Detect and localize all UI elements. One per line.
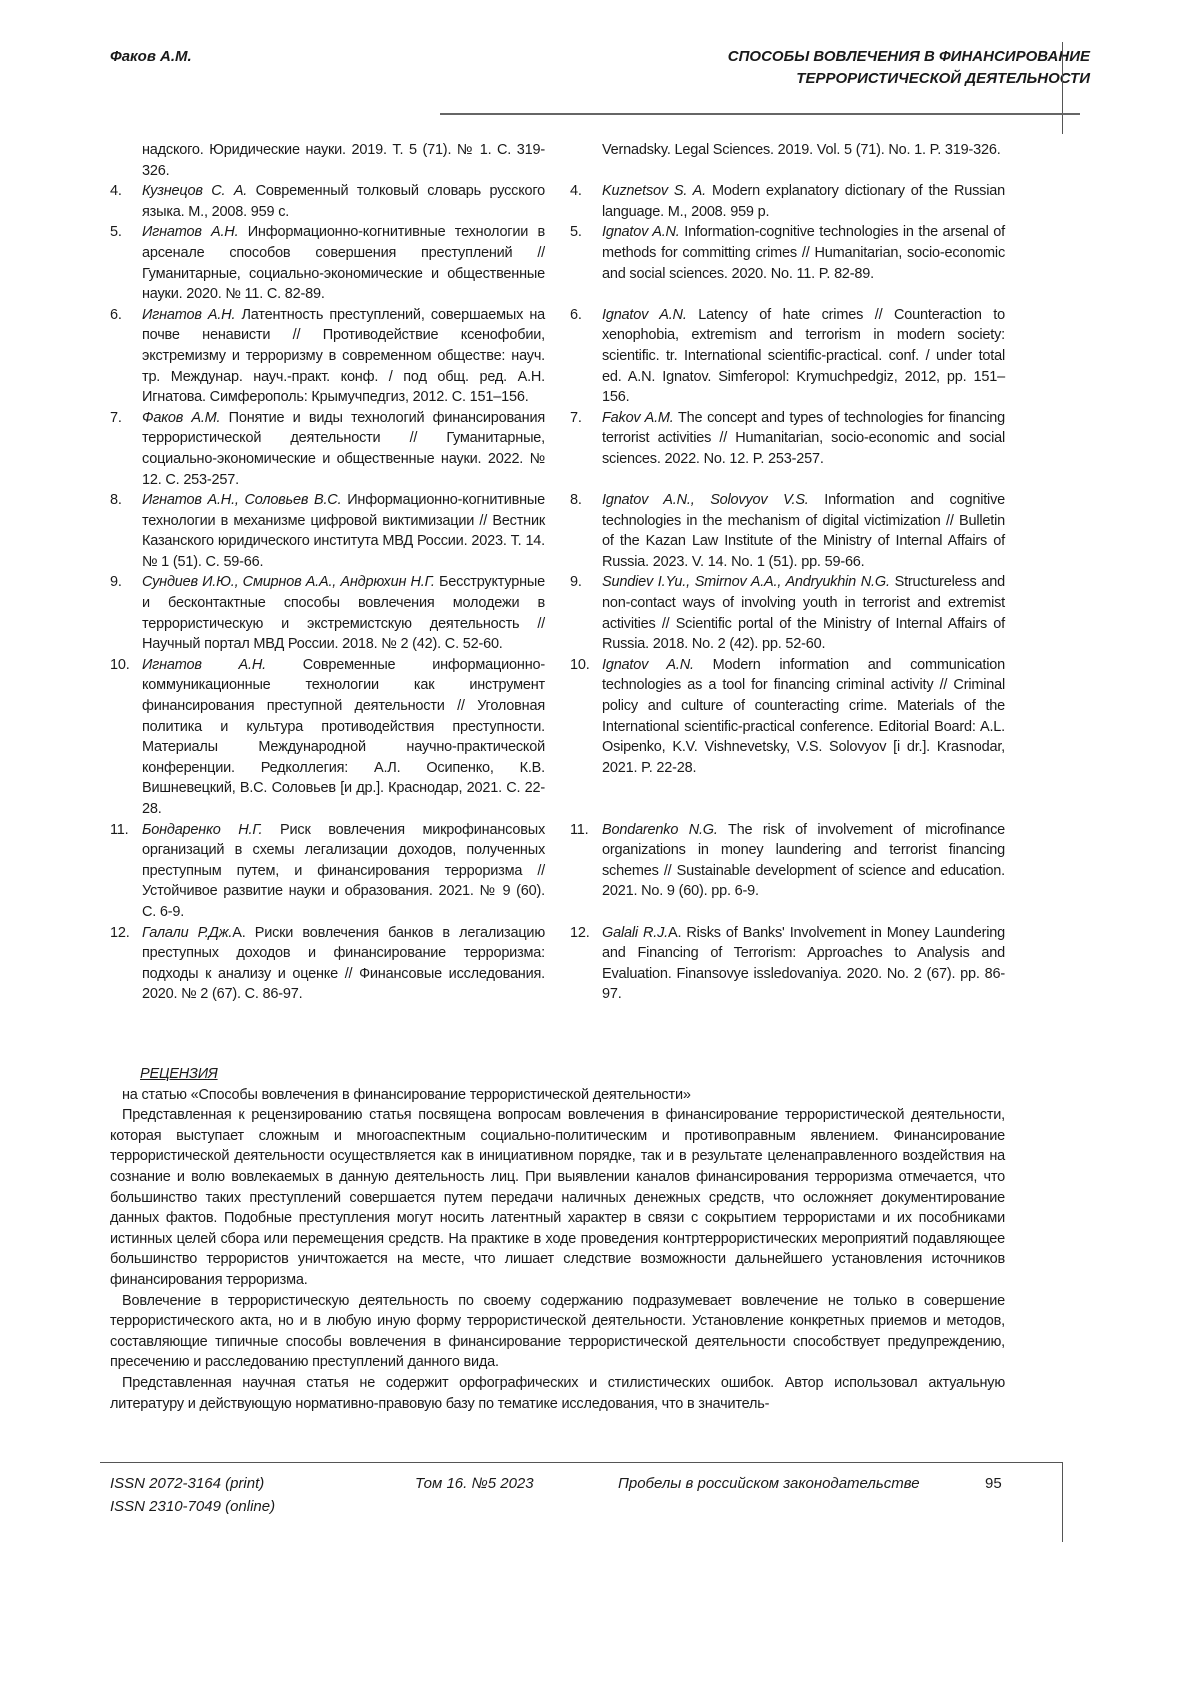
reference-item-en (570, 408, 1005, 490)
reference-text (142, 490, 545, 572)
reference-item-ru (110, 222, 545, 304)
reference-title: Бесструктурные и бесконтактные способы вовлечения молодежи в террористическую и экстремистскую деятельность // Научный портал МВД России. 2018. № 2 (42). С. 52-60. (142, 574, 545, 652)
running-header-title-line1: СПОСОБЫ ВОВЛЕЧЕНИЯ В ФИНАНСИРОВАНИЕ (570, 46, 1090, 68)
reference-text (602, 305, 1005, 408)
reference-author: Игнатов А.Н. (142, 307, 235, 323)
reference-title: Information-cognitive technologies in the arsenal of methods for committing crimes // Humanitarian, socio-economic and social sciences. 2020. No. 11. P. 82-89. (602, 224, 1005, 281)
header-vertical-rule (1062, 42, 1063, 134)
reference-author: Игнатов А.Н., Соловьев В.С. (142, 492, 341, 508)
reference-author: Сундиев И.Ю., Смирнов А.А., Андрюхин Н.Г. (142, 574, 435, 590)
running-header-title-line2: ТЕРРОРИСТИЧЕСКОЙ ДЕЯТЕЛЬНОСТИ (570, 68, 1090, 90)
reference-item-ru (110, 923, 545, 1005)
references-list (110, 140, 1005, 1005)
reference-text (602, 820, 1005, 923)
reference-title: A. Risks of Banks' Involvement in Money Laundering and Financing of Terrorism: Approaches to Analysis and Evaluation. Finansovye issledovaniya. 2020. No. 2 (67). pp. 86-97. (602, 925, 1005, 1003)
reference-title: The risk of involvement of microfinance organizations in money laundering and terrorist financing schemes // Sustainable development of science and education. 2021. No. 9 (60). pp. 6-9. (602, 822, 1005, 900)
reference-number: 10. (570, 655, 602, 820)
reference-item-en (570, 222, 1005, 304)
issn-online: ISSN 2310-7049 (online) (110, 1495, 275, 1518)
reference-title: Structureless and non-contact ways of involving youth in terrorist and extremist activities // Scientific portal of the Ministry of Internal Affairs of Russia. 2018. No. 2 (42). pp. 52-60. (602, 574, 1005, 652)
reference-text (142, 820, 545, 923)
footer-journal: Пробелы в российском законодательстве (618, 1472, 920, 1495)
reference-title: Современные информационно-коммуникационные технологии как инструмент финансирования преступной деятельности // Уголовная политика и культура противодействия преступности. Материалы Международной научно-практической конференции. Редколлегия: А.Л. Осипенко, К.В. Вишневецкий, В.С. Соловьев [и др.]. Краснодар, 2021. С. 22-28. (142, 657, 545, 817)
reference-title: Information and cognitive technologies in the mechanism of digital victimization // Bulletin of the Kazan Law Institute of the Ministry of Internal Affairs of Russia. 2023. V. 14. No. 1 (51). pp. 59-66. (602, 492, 1005, 570)
reference-text (142, 408, 545, 490)
reference-item-en (570, 490, 1005, 572)
reference-author: Бондаренко Н.Г. (142, 822, 262, 838)
reference-author: Ignatov A.N., Solovyov V.S. (602, 492, 809, 508)
reference-number: 9. (570, 572, 602, 654)
reference-item-ru (110, 655, 545, 820)
reference-number: 6. (570, 305, 602, 408)
reference-author: Кузнецов С. А. (142, 183, 247, 199)
reference-text (602, 408, 1005, 490)
reference-number: 4. (110, 181, 142, 222)
reference-title: Latency of hate crimes // Counteraction to xenophobia, extremism and terrorism in modern society: scientific. tr. International scientific-practical. conf. / under total ed. A.N. Ignatov. Simferopol: Krymuchpedgiz, 2012, pp. 151–156. (602, 307, 1005, 405)
reference-number: 12. (110, 923, 142, 1005)
reference-text (142, 572, 545, 654)
reference-item-en (570, 820, 1005, 923)
reference-author: Ignatov A.N. (602, 307, 687, 323)
header-horizontal-rule (440, 113, 1080, 115)
reference-title: Информационно-когнитивные технологии в арсенале способов совершения преступлений // Гуманитарные, социально-экономические и общественные науки. 2020. № 11. С. 82-89. (142, 224, 545, 302)
reference-number: 8. (570, 490, 602, 572)
review-heading: РЕЦЕНЗИЯ (140, 1064, 1005, 1085)
reference-number: 9. (110, 572, 142, 654)
reference-item-ru (110, 820, 545, 923)
reference-author: Sundiev I.Yu., Smirnov A.A., Andryukhin N.G. (602, 574, 890, 590)
reference-text (142, 181, 545, 222)
reference-text (142, 655, 545, 820)
reference-item-ru (110, 490, 545, 572)
reference-title: Информационно-когнитивные технологии в механизме цифровой виктимизации // Вестник Казанского юридического института МВД России. 2023. Т. 14. № 1 (51). С. 59-66. (142, 492, 545, 570)
reference-title: Modern information and communication technologies as a tool for financing criminal activity // Criminal policy and culture of counteracting crime. Materials of the International scientific-practical conference. Editorial Board: A.L. Osipenko, K.V. Vishnevetsky, V.S. Solovyov [i dr.]. Krasnodar, 2021. P. 22-28. (602, 657, 1005, 776)
reference-item-ru (110, 305, 545, 408)
reference-title: Modern explanatory dictionary of the Russian language. M., 2008. 959 p. (602, 183, 1005, 220)
review-section (110, 1064, 1005, 1414)
reference-text (602, 923, 1005, 1005)
reference-author: Galali R.J. (602, 925, 668, 941)
reference-item-en (570, 572, 1005, 654)
footer-volume: Том 16. №5 2023 (415, 1472, 534, 1495)
footer-horizontal-rule (100, 1462, 1062, 1463)
running-header-author: Факов А.М. (110, 48, 192, 65)
reference-text (602, 490, 1005, 572)
reference-author: Kuznetsov S. A. (602, 183, 706, 199)
reference-item-ru (110, 408, 545, 490)
reference-text (142, 305, 545, 408)
reference-continued-ru: надского. Юридические науки. 2019. Т. 5 (71). № 1. С. 319-326. (110, 140, 545, 181)
reference-author: Bondarenko N.G. (602, 822, 718, 838)
review-paragraph: Представленная к рецензированию статья посвящена вопросам вовлечения в финансирование террористической деятельности, которая выступает сложным и многоаспектным социально-политическим и противоправным явлением. Финансирование террористической деятельности осуществляется как в инициативном порядке, так и в результате целенаправленного воздействия на сознание и волю вовлекаемых в данную деятельность лиц. При выявлении каналов финансирования терроризма отмечается, что большинство таких преступлений совершается путем передачи наличных денежных средств, что осложняет документирование данных фактов. Подобные преступления могут носить латентный характер в связи с сокрытием террористами и их пособниками истинных целей сбора или перемещения средств. На практике в ходе проведения контртеррористических мероприятий подавляющее большинство террористов уничтожается на месте, что лишает следствие возможности дальнейшего установления источников финансирования терроризма. (110, 1105, 1005, 1290)
reference-item-en (570, 923, 1005, 1005)
reference-title: Современный толковый словарь русского языка. М., 2008. 959 с. (142, 183, 545, 220)
footer-vertical-rule (1062, 1462, 1063, 1542)
reference-item-en (570, 181, 1005, 222)
footer-issn (110, 1472, 275, 1518)
reference-text (602, 572, 1005, 654)
reference-item-ru (110, 181, 545, 222)
reference-number: 7. (110, 408, 142, 490)
reference-item-ru (110, 572, 545, 654)
reference-text (142, 222, 545, 304)
reference-number: 6. (110, 305, 142, 408)
reference-title: Риск вовлечения микрофинансовых организаций в схемы легализации доходов, полученных преступным путем, и финансирования терроризма // Устойчивое развитие науки и образования. 2021. № 9 (60). С. 6-9. (142, 822, 545, 920)
reference-number: 11. (570, 820, 602, 923)
reference-number: 5. (110, 222, 142, 304)
reference-author: Ignatov A.N. (602, 224, 680, 240)
reference-continued-en: Vernadsky. Legal Sciences. 2019. Vol. 5 (71). No. 1. P. 319-326. (570, 140, 1005, 181)
review-subtitle: на статью «Способы вовлечения в финансирование террористической деятельности» (110, 1085, 1005, 1106)
reference-item-en (570, 655, 1005, 820)
reference-number: 10. (110, 655, 142, 820)
reference-number: 8. (110, 490, 142, 572)
page-number: 95 (985, 1472, 1002, 1495)
reference-number: 12. (570, 923, 602, 1005)
reference-text (602, 181, 1005, 222)
reference-title: Понятие и виды технологий финансирования террористической деятельности // Гуманитарные, социально-экономические и общественные науки. 2022. № 12. С. 253-257. (142, 410, 545, 488)
reference-number: 7. (570, 408, 602, 490)
reference-author: Игнатов А.Н. (142, 224, 238, 240)
reference-text (142, 923, 545, 1005)
reference-title: А. Риски вовлечения банков в легализацию преступных доходов и финансирование терроризма: подходы к анализу и оценке // Финансовые исследования. 2020. № 2 (67). С. 86-97. (142, 925, 545, 1003)
reference-text (602, 655, 1005, 820)
reference-author: Галали Р.Дж. (142, 925, 232, 941)
reference-number: 4. (570, 181, 602, 222)
reference-title: Латентность преступлений, совершаемых на почве ненависти // Противодействие ксенофобии, экстремизму и терроризму в современном обществе: науч. тр. Междунар. науч.-практ. конф. / под общ. ред. А.Н. Игнатова. Симферополь: Крымучпедгиз, 2012. С. 151–156. (142, 307, 545, 405)
issn-print: ISSN 2072-3164 (print) (110, 1472, 275, 1495)
reference-text (602, 222, 1005, 304)
review-paragraph: Вовлечение в террористическую деятельность по своему содержанию подразумевает вовлечение не только в совершение террористического акта, но и в любую иную форму террористической деятельности. Установление конкретных приемов и методов, составляющие типичные способы вовлечения в финансирование террористической деятельности способствует предупреждению, пресечению и расследованию преступлений данного вида. (110, 1291, 1005, 1373)
running-header-title (570, 46, 1090, 90)
review-paragraph: Представленная научная статья не содержит орфографических и стилистических ошибок. Автор использовал актуальную литературу и действующую нормативно-правовую базу по тематике исследования, что в значитель- (110, 1373, 1005, 1414)
reference-item-en (570, 305, 1005, 408)
reference-number: 5. (570, 222, 602, 304)
reference-author: Факов А.М. (142, 410, 220, 426)
reference-author: Ignatov A.N. (602, 657, 694, 673)
reference-author: Игнатов А.Н. (142, 657, 266, 673)
reference-title: The concept and types of technologies for financing terrorist activities // Humanitarian, socio-economic and social sciences. 2022. No. 12. P. 253-257. (602, 410, 1005, 467)
reference-author: Fakov A.M. (602, 410, 674, 426)
reference-number: 11. (110, 820, 142, 923)
